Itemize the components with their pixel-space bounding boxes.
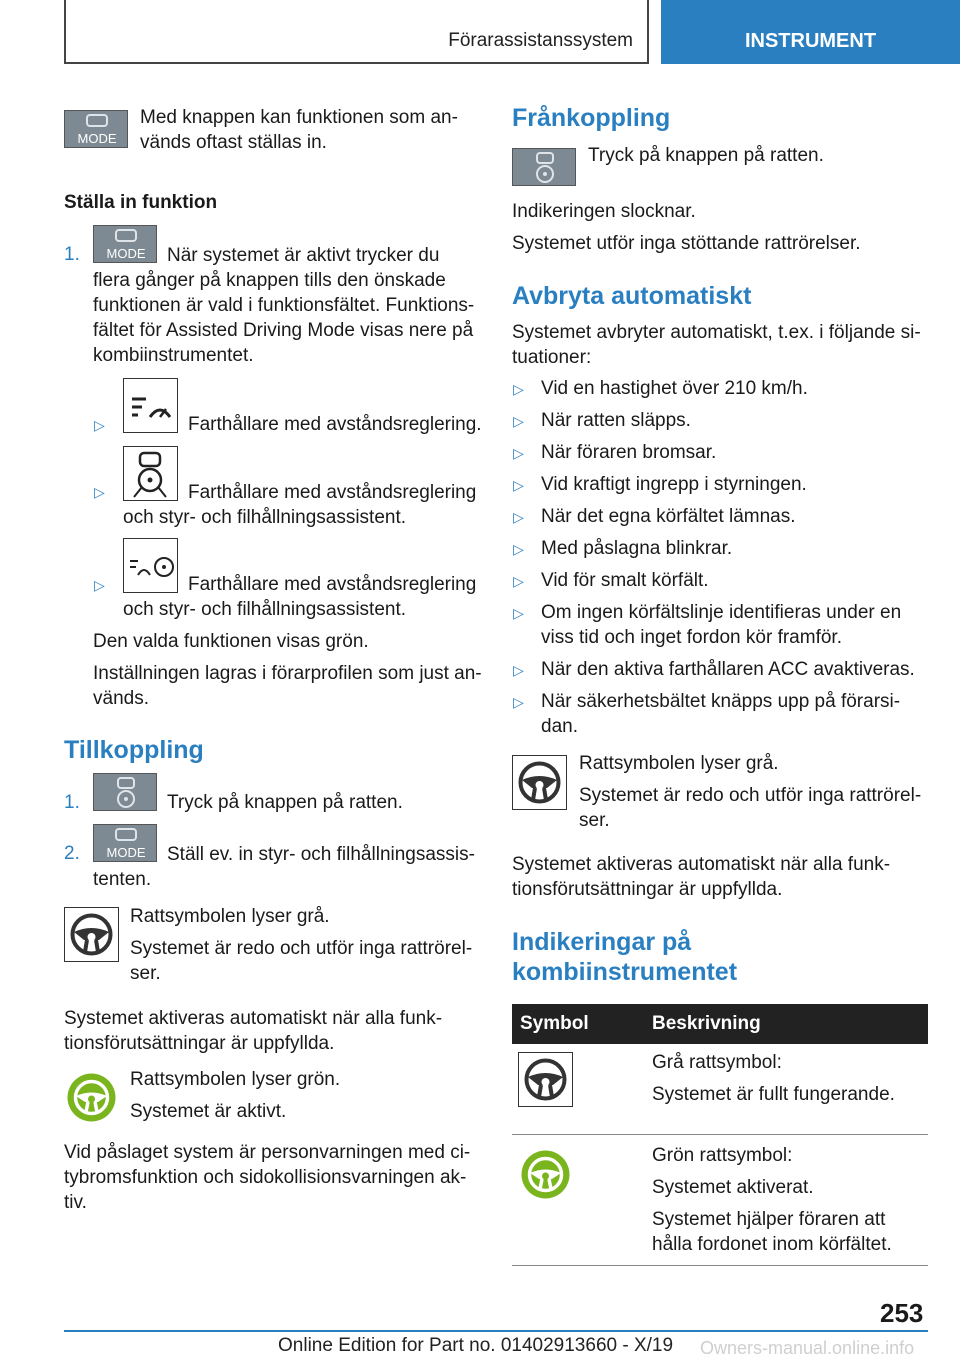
- step-1-line-4: fältet för Assisted Driving Mode visas nere på: [93, 320, 474, 341]
- warning-line-2: tybromsfunktion och sidokollisionsvarningen ak-: [64, 1167, 467, 1188]
- page-number: 253: [880, 1298, 924, 1328]
- indication-table: [512, 1004, 928, 1266]
- triangle-bullet-icon: ▷: [94, 417, 105, 433]
- triangle-bullet-icon: ▷: [513, 662, 524, 678]
- grey-steering-wheel-icon: [518, 1052, 573, 1107]
- table-row: [512, 1044, 928, 1135]
- ready-line-2: ser.: [130, 963, 161, 984]
- intro-line-2: vänds oftast ställas in.: [140, 132, 327, 153]
- row-1-line-1: Grå rattsymbol:: [652, 1052, 782, 1073]
- footer-watermark: Owners-manual.online.info: [700, 1338, 915, 1358]
- triangle-bullet-icon: ▷: [513, 541, 524, 557]
- auto-cancel-intro-2: tuationer:: [512, 347, 592, 368]
- footer-edition: Online Edition for Part no. 01402913660 - X/19: [278, 1335, 674, 1356]
- table-header-row: [512, 1004, 928, 1044]
- mode-button-icon: [64, 110, 128, 148]
- selected-text: Den valda funktionen visas grön.: [93, 631, 369, 652]
- green-steering-wheel-icon: [518, 1147, 573, 1202]
- right-ready-line-1: Systemet är redo och utför inga rattrörel-: [579, 785, 922, 806]
- steering-assist-car-icon: [123, 446, 178, 501]
- table-cell-symbol: [512, 1135, 644, 1266]
- row-2-line-4: hålla fordonet inom körfältet.: [652, 1234, 892, 1255]
- active-text: Systemet är aktivt.: [130, 1101, 287, 1122]
- activation-heading: Tillkoppling: [64, 736, 204, 764]
- step-1-line-1: När systemet är aktivt trycker du: [167, 245, 440, 266]
- header-chapter-tab: [661, 0, 960, 64]
- act-step-2-number: 2.: [64, 843, 80, 864]
- steering-assist-button-icon: [512, 148, 576, 186]
- header-chapter-title: INSTRUMENT: [744, 30, 877, 52]
- indication-heading-line-2: kombiinstrumentet: [512, 958, 738, 986]
- table-row: [512, 1135, 928, 1266]
- steering-assist-button-icon: [93, 773, 157, 811]
- row-2-line-1: Grön rattsymbol:: [652, 1145, 793, 1166]
- auto-cancel-intro-1: Systemet avbryter automatiskt, t.ex. i följande si-: [512, 322, 921, 343]
- mode-button-label: MODE: [106, 246, 146, 261]
- table-cell-description: [644, 1135, 928, 1266]
- table-header-symbol: Symbol: [512, 1004, 644, 1044]
- mode-button-icon: [93, 824, 157, 862]
- bullet-8-line-2: viss tid och inget fordon kör framför.: [541, 627, 842, 648]
- option-1-line-1: Farthållare med avståndsreglering.: [188, 414, 482, 435]
- bullet-2: När ratten släpps.: [541, 410, 691, 431]
- green-symbol-text: Rattsymbolen lyser grön.: [130, 1069, 341, 1090]
- ready-line-1: Systemet är redo och utför inga rattrörel-: [130, 938, 473, 959]
- bullet-7: Vid för smalt körfält.: [541, 570, 709, 591]
- auto-cancel-heading: Avbryta automatiskt: [512, 282, 752, 310]
- bullet-9: När den aktiva farthållaren ACC avaktiveras.: [541, 659, 915, 680]
- step-1-number: 1.: [64, 244, 80, 265]
- grey-steering-wheel-icon: [64, 907, 119, 962]
- step-1-line-3: funktionen är vald i funktionsfältet. Funktions-: [93, 295, 475, 316]
- bullet-6: Med påslagna blinkrar.: [541, 538, 733, 559]
- cruise-distance-icon: [123, 378, 178, 433]
- bullet-1: Vid en hastighet över 210 km/h.: [541, 378, 808, 399]
- bullet-3: När föraren bromsar.: [541, 442, 717, 463]
- triangle-bullet-icon: ▷: [94, 484, 105, 500]
- warning-line-3: tiv.: [64, 1192, 87, 1213]
- option-3-line-2: och styr- och filhållningsassistent.: [123, 599, 407, 620]
- triangle-bullet-icon: ▷: [94, 577, 105, 593]
- step-1-line-5: kombiinstrumentet.: [93, 345, 254, 366]
- cruise-steering-combined-icon: [123, 538, 178, 593]
- header-section-box: [64, 0, 649, 64]
- bullet-10-line-2: dan.: [541, 716, 578, 737]
- indication-heading-line-1: Indikeringar på: [512, 928, 692, 956]
- intro-line-1: Med knappen kan funktionen som an-: [140, 107, 458, 128]
- triangle-bullet-icon: ▷: [513, 445, 524, 461]
- act-step-2-line-2: tenten.: [93, 869, 152, 890]
- triangle-bullet-icon: ▷: [513, 694, 524, 710]
- triangle-bullet-icon: ▷: [513, 413, 524, 429]
- ind-off-text: Indikeringen slocknar.: [512, 201, 696, 222]
- deactivation-heading: Frånkoppling: [512, 104, 671, 132]
- saved-line-2: vänds.: [93, 688, 149, 709]
- option-2-line-2: och styr- och filhållningsassistent.: [123, 507, 407, 528]
- mode-button-label: MODE: [106, 845, 146, 860]
- row-2-line-3: Systemet hjälper föraren att: [652, 1209, 886, 1230]
- bullet-8-line-1: Om ingen körfältslinje identifieras under en: [541, 602, 902, 623]
- triangle-bullet-icon: ▷: [513, 477, 524, 493]
- table-cell-symbol: [512, 1044, 644, 1135]
- saved-line-1: Inställningen lagras i förarprofilen som just an-: [93, 663, 482, 684]
- right-ready-line-2: ser.: [579, 810, 610, 831]
- table-header-description: Beskrivning: [644, 1004, 928, 1044]
- mode-button-label: MODE: [77, 131, 117, 146]
- bullet-4: Vid kraftigt ingrepp i styrningen.: [541, 474, 807, 495]
- deact-text: Tryck på knappen på ratten.: [588, 145, 824, 166]
- bullet-5: När det egna körfältet lämnas.: [541, 506, 796, 527]
- right-auto-active-line-2: tionsförutsättningar är uppfyllda.: [512, 879, 783, 900]
- header-section-title: Förarassistanssystem: [448, 30, 633, 51]
- act-step-1-text: Tryck på knappen på ratten.: [167, 792, 403, 813]
- row-2-line-2: Systemet aktiverat.: [652, 1177, 814, 1198]
- footer-divider: [64, 1330, 928, 1332]
- setup-heading: Ställa in funktion: [64, 192, 218, 213]
- right-auto-active-line-1: Systemet aktiveras automatiskt när alla funk-: [512, 854, 891, 875]
- triangle-bullet-icon: ▷: [513, 509, 524, 525]
- step-1-line-2: flera gånger på knappen tills den önskade: [93, 270, 446, 291]
- grey-symbol-text: Rattsymbolen lyser grå.: [130, 906, 330, 927]
- table-cell-description: [644, 1044, 928, 1135]
- bullet-10-line-1: När säkerhetsbältet knäpps upp på förarsi-: [541, 691, 901, 712]
- green-steering-wheel-icon: [64, 1070, 119, 1125]
- row-1-line-2: Systemet är fullt fungerande.: [652, 1084, 895, 1105]
- triangle-bullet-icon: ▷: [513, 573, 524, 589]
- auto-active-line-1: Systemet aktiveras automatiskt när alla funk-: [64, 1008, 443, 1029]
- act-step-1-number: 1.: [64, 792, 80, 813]
- triangle-bullet-icon: ▷: [513, 381, 524, 397]
- auto-active-line-2: tionsförutsättningar är uppfyllda.: [64, 1033, 335, 1054]
- option-2-line-1: Farthållare med avståndsreglering: [188, 482, 477, 503]
- mode-button-icon: [93, 225, 157, 263]
- right-grey-symbol-text: Rattsymbolen lyser grå.: [579, 753, 779, 774]
- option-3-line-1: Farthållare med avståndsreglering: [188, 574, 477, 595]
- triangle-bullet-icon: ▷: [513, 605, 524, 621]
- no-steer-text: Systemet utför inga stöttande rattrörelser.: [512, 233, 861, 254]
- act-step-2-line-1: Ställ ev. in styr- och filhållningsassis-: [167, 844, 475, 865]
- grey-steering-wheel-icon: [512, 755, 567, 810]
- warning-line-1: Vid påslaget system är personvarningen med ci-: [64, 1142, 471, 1163]
